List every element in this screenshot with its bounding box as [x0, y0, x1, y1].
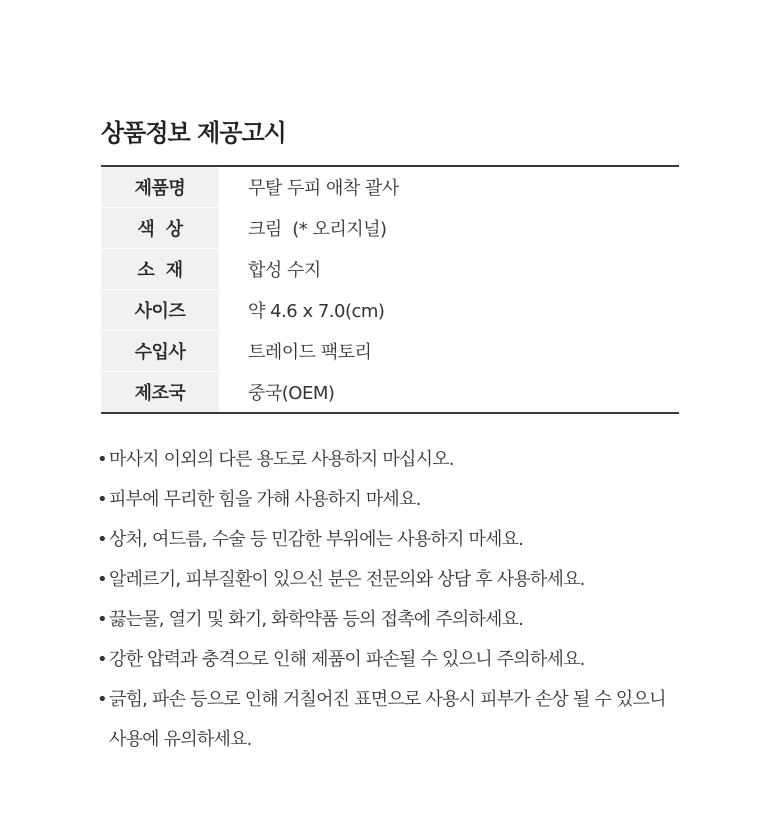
- color-value: 크림 (* 오리지널): [219, 208, 679, 249]
- caution-text: 끓는물, 열기 및 화기, 화학약품 등의 접촉에 주의하세요.: [109, 609, 524, 630]
- table-row: [101, 372, 679, 414]
- caution-text: 긁힘, 파손 등으로 인해 거칠어진 표면으로 사용시 피부가 손상 될 수 있으니: [109, 689, 666, 710]
- table-row: [101, 331, 679, 372]
- product-name-label: 제품명: [101, 166, 219, 208]
- bullet-icon: •: [97, 489, 107, 510]
- caution-text: 알레르기, 피부질환이 있으신 분은 전문의와 상담 후 사용하세요.: [109, 569, 585, 590]
- caution-text: 피부에 무리한 힘을 가해 사용하지 마세요.: [109, 489, 421, 510]
- bullet-icon: •: [97, 649, 107, 670]
- bullet-icon: •: [97, 449, 107, 470]
- caution-text: 상처, 여드름, 수술 등 민감한 부위에는 사용하지 마세요.: [109, 529, 524, 550]
- material-value: 합성 수지: [219, 249, 679, 290]
- bullet-icon: •: [97, 689, 107, 710]
- page-title: 상품정보 제공고시: [101, 119, 286, 147]
- caution-text: 강한 압력과 충격으로 인해 제품이 파손될 수 있으니 주의하세요.: [109, 649, 585, 670]
- list-item: [97, 520, 697, 560]
- table-row: [101, 208, 679, 249]
- product-name-value: 무탈 두피 애착 괄사: [248, 178, 399, 199]
- importer-value: 트레이드 팩토리: [219, 331, 679, 372]
- list-item: [97, 680, 697, 760]
- table-row: [101, 290, 679, 331]
- table-row: [101, 249, 679, 290]
- list-item: [97, 640, 697, 680]
- color-label: 색 상: [101, 208, 219, 249]
- bullet-icon: •: [97, 529, 107, 550]
- bullet-icon: •: [97, 569, 107, 590]
- caution-list: [97, 440, 697, 760]
- caution-text-continued: 사용에 유의하세요.: [109, 729, 252, 750]
- origin-label: 제조국: [101, 372, 219, 414]
- size-value: 약 4.6 x 7.0(cm): [219, 290, 679, 331]
- table-row: [101, 166, 679, 208]
- material-label: 소 재: [101, 249, 219, 290]
- list-item: [97, 600, 697, 640]
- bullet-icon: •: [97, 609, 107, 630]
- list-item: [97, 440, 697, 480]
- size-label: 사이즈: [101, 290, 219, 331]
- caution-text: 마사지 이외의 다른 용도로 사용하지 마십시오.: [109, 449, 454, 470]
- list-item: [97, 480, 697, 520]
- importer-label: 수입사: [101, 331, 219, 372]
- origin-value: 중국(OEM): [219, 372, 679, 414]
- list-item: [97, 560, 697, 600]
- product-info-table: [101, 165, 679, 414]
